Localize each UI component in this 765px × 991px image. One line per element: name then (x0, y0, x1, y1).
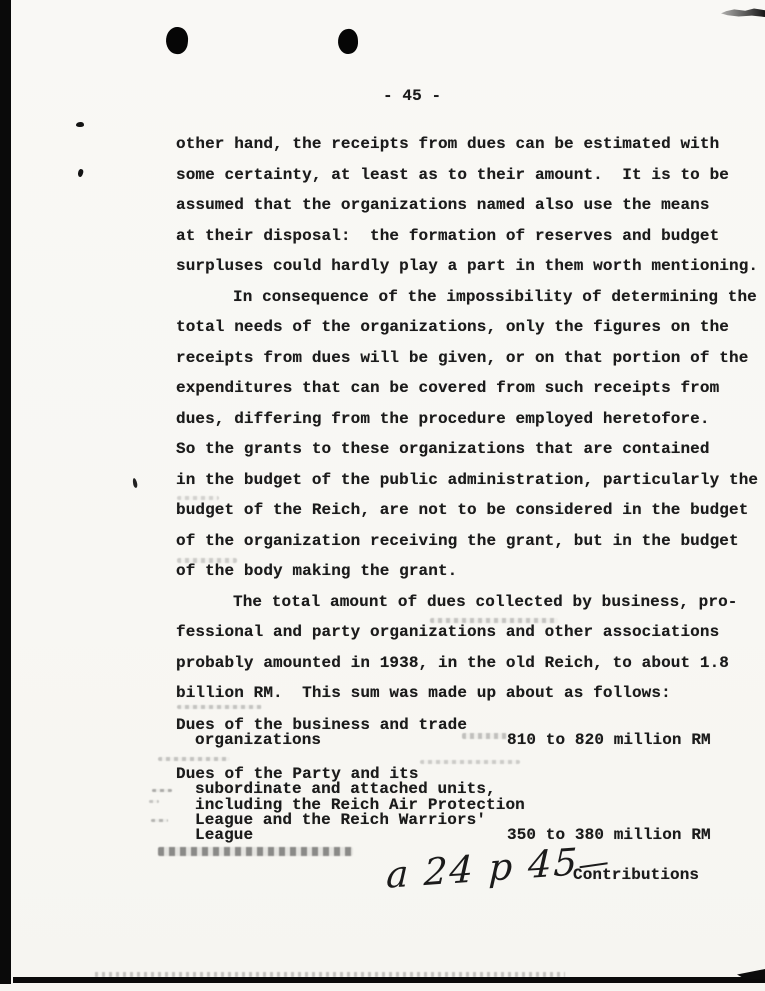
text-line: budget of the Reich, are not to be considered in the budget (176, 501, 749, 519)
dues-label-line: including the Reich Air Protection (195, 795, 525, 814)
body-text (176, 129, 758, 709)
margin-speck (132, 478, 138, 489)
text-line: fessional and party organizations and other associations (176, 623, 720, 641)
scan-edge-left (0, 0, 11, 984)
text-line: of the body making the grant. (176, 562, 458, 580)
margin-speck (76, 122, 84, 127)
text-line: surpluses could hardly play a part in them worth mentioning. (176, 257, 759, 275)
text-line: So the grants to these organizations that are contained (176, 440, 710, 458)
dues-amount-party: 350 to 380 million RM (507, 826, 711, 844)
margin-speck (77, 168, 84, 177)
dues-amount-business: 810 to 820 million RM (507, 731, 711, 749)
text-line: dues, differing from the procedure employed heretofore. (176, 409, 710, 428)
text-line: receipts from dues will be given, or on that portion of the (176, 348, 749, 367)
dues-label-line: League and the Reich Warriors' (195, 810, 487, 829)
text-line: total needs of the organizations, only the figures on the (176, 318, 729, 336)
punch-hole-left (165, 26, 190, 55)
text-line: probably amounted in 1938, in the old Reich, to about 1.8 (176, 653, 729, 672)
text-line: assumed that the organizations named also use the means (176, 196, 710, 214)
faint-smudge (151, 819, 168, 822)
dues-label-line: Dues of the Party and its (176, 764, 419, 783)
text-line: at their disposal: the formation of reserves and budget (176, 226, 720, 245)
text-line: expenditures that can be covered from such receipts from (176, 379, 720, 397)
erased-text-smudge (158, 847, 353, 856)
dues-item-party (176, 764, 525, 845)
dues-label-line: League (195, 826, 254, 845)
dues-label-line: organizations (195, 731, 322, 750)
text-line: In consequence of the impossibility of determining the (233, 287, 757, 306)
scan-noise-row (95, 972, 565, 977)
text-line: some certainty, at least as to their amount. It is to be (176, 165, 729, 184)
dues-label-line: subordinate and attached units, (195, 780, 496, 799)
text-line: of the organization receiving the grant, but in the budget (176, 531, 739, 550)
punch-hole-right (337, 28, 359, 54)
text-line: other hand, the receipts from dues can be estimated with (176, 135, 720, 153)
faint-smudge (149, 800, 159, 803)
dues-item-business (176, 718, 525, 749)
page-number: - 45 - (383, 87, 442, 105)
dues-label-line: Dues of the business and trade (176, 716, 468, 734)
catchword: Contributions (573, 866, 700, 884)
text-line: in the budget of the public administration, particularly the (176, 470, 759, 489)
dues-list (176, 716, 711, 845)
handwritten-annotation: a 24 p 45 (386, 838, 609, 897)
text-line: The total amount of dues collected by business, pro- (233, 592, 738, 611)
faint-smudge (152, 789, 172, 792)
scan-smudge-top-right (721, 8, 765, 17)
scan-edge-bottom (13, 977, 765, 983)
text-line: billion RM. This sum was made up about as follows: (176, 684, 671, 702)
